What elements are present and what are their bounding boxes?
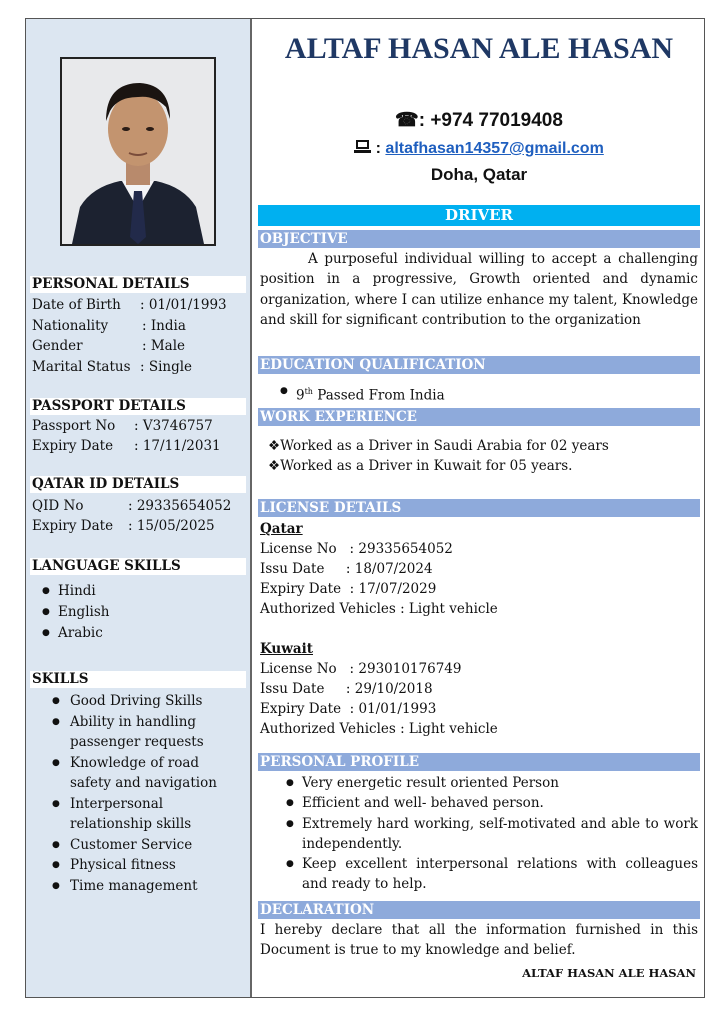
role-banner: DRIVER [258,205,700,226]
language-list [36,581,236,644]
passport-no-label: Passport No [32,418,116,434]
gender-value: : Male [142,338,186,354]
email-line [254,140,704,158]
skills-list [26,691,236,896]
passport-no-row [32,416,213,436]
gender-row [32,336,186,356]
personal-details-heading: PERSONAL DETAILS [30,276,246,293]
work-item: ❖Worked as a Driver in Saudi Arabia for 02 years [268,438,609,454]
email-link[interactable]: altafhasan14357@gmail.com [385,140,604,157]
education-list [274,381,694,407]
passport-no-value: : V3746757 [134,418,213,434]
dob-label: Date of Birth [32,297,121,313]
work-experience-heading: WORK EXPERIENCE [258,408,700,426]
passport-details-heading: PASSPORT DETAILS [30,398,246,415]
qid-no-label: QID No [32,498,84,514]
qid-no-row [32,496,232,516]
license-kuwait-vehicles: Authorized Vehicles : Light vehicle [260,721,498,737]
main-column [254,19,704,997]
license-kuwait-label: Kuwait [260,641,313,657]
license-qatar-label: Qatar [260,521,303,537]
language-item: ● English [36,602,236,623]
skill-item: ● Interpersonal relationship skills [26,794,236,835]
phone-line [254,109,704,132]
license-qatar-no: License No : 29335654052 [260,541,453,557]
qid-expiry-value: : 15/05/2025 [128,518,215,534]
language-item: ● Hindi [36,581,236,602]
license-kuwait-expiry: Expiry Date : 01/01/1993 [260,701,437,717]
phone-icon: ☎ [395,110,419,131]
skill-item: ● Time management [26,876,236,897]
nationality-label: Nationality [32,318,109,334]
declaration-text: I hereby declare that all the information furnished in this Document is true to my knowledge and belief. [260,922,698,959]
qid-no-value: : 29335654052 [128,498,232,514]
qid-details-heading: QATAR ID DETAILS [30,476,246,493]
marital-row [32,357,193,377]
license-kuwait-issue: Issu Date : 29/10/2018 [260,681,433,697]
profile-photo [60,57,216,246]
marital-label: Marital Status [32,359,131,375]
skill-item: ● Knowledge of road safety and navigation [26,753,236,794]
candidate-name: ALTAF HASAN ALE HASAN [284,32,674,65]
declaration-heading: DECLARATION [258,901,700,919]
phone-number: : +974 77019408 [418,110,563,131]
passport-expiry-row [32,436,221,456]
dob-row [32,295,227,315]
qid-expiry-row [32,516,215,536]
profile-item: ● Efficient and well- behaved person. [280,793,698,813]
skill-item: ● Ability in handling passenger requests [26,712,236,753]
work-item: ❖Worked as a Driver in Kuwait for 05 years. [268,458,573,474]
profile-item: ● Keep excellent interpersonal relations with colleagues and ready to help. [280,854,698,895]
signature-name: ALTAF HASAN ALE HASAN [522,966,696,980]
education-grade-suffix: th [304,387,313,396]
skill-item: ● Good Driving Skills [26,691,236,712]
skills-heading: SKILLS [30,671,246,688]
profile-item: ● Extremely hard working, self-motivated and able to work independently. [280,814,698,855]
dob-value: : 01/01/1993 [140,297,227,313]
license-kuwait-no: License No : 293010176749 [260,661,462,677]
language-item: ● Arabic [36,623,236,644]
license-qatar-vehicles: Authorized Vehicles : Light vehicle [260,601,498,617]
license-heading: LICENSE DETAILS [258,499,700,517]
objective-heading: OBJECTIVE [258,230,700,248]
email-separator: : [375,140,381,157]
passport-expiry-label: Expiry Date [32,438,114,454]
nationality-row [32,316,186,336]
profile-item: ● Very energetic result oriented Person [280,773,698,793]
qid-expiry-label: Expiry Date [32,518,114,534]
objective-text: A purposeful individual willing to accept a challenging position in a progressive, Growth oriented and dynamic organization, where I can utilize enhance my talent, Knowledge and skill for significant contribution to the organization [260,251,698,328]
license-qatar-issue: Issu Date : 18/07/2024 [260,561,433,577]
education-grade: 9 [296,387,305,404]
license-qatar-expiry: Expiry Date : 17/07/2029 [260,581,437,597]
skill-item: ● Physical fitness [26,855,236,876]
passport-expiry-value: : 17/11/2031 [134,438,221,454]
education-heading: EDUCATION QUALIFICATION [258,356,700,374]
resume-page [25,18,705,998]
nationality-value: : India [142,318,186,334]
city: Doha, Qatar [430,165,528,184]
skill-item: ● Customer Service [26,835,236,856]
laptop-icon [354,140,375,157]
gender-label: Gender [32,338,83,354]
language-skills-heading: LANGUAGE SKILLS [30,558,246,575]
marital-value: : Single [140,359,193,375]
personal-profile-heading: PERSONAL PROFILE [258,753,700,771]
education-text: Passed From India [312,387,445,404]
sidebar [26,19,252,997]
profile-list [280,773,698,895]
education-item [274,381,694,407]
